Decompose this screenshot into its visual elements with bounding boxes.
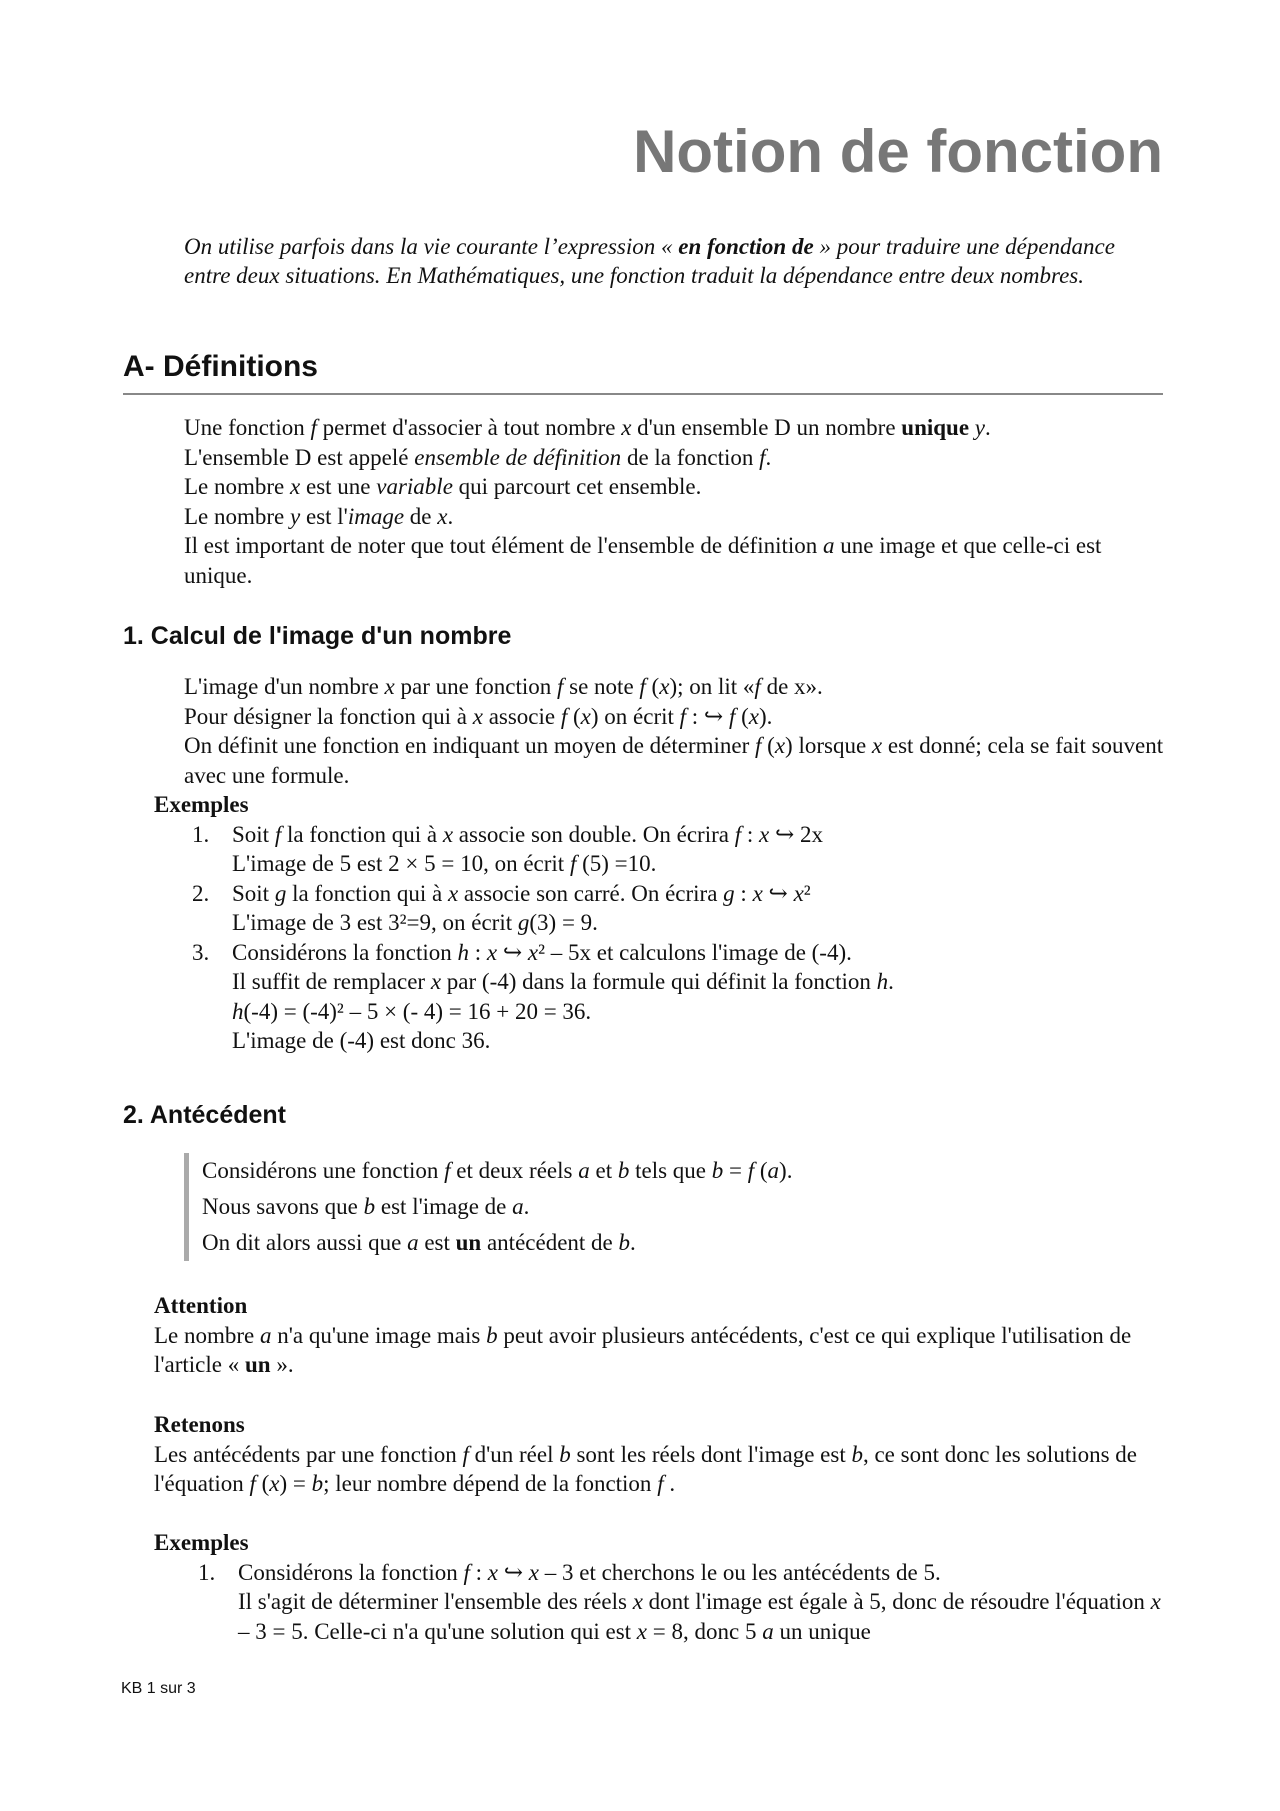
- example-line: Il s'agit de déterminer l'ensemble des réels x dont l'image est égale à 5, donc de résoudre l'équation x – 3 = 5. Celle-ci n'a qu'une solution qui est x = 8, donc 5 a un unique: [238, 1589, 1161, 1644]
- retenons-text: Les antécédents par une fonction f d'un réel b sont les réels dont l'image est b, ce sont donc les solutions de l'équation f (x) = b; leur nombre dépend de la fonction f .: [154, 1441, 1138, 1496]
- examples-label: Exemples: [154, 792, 249, 817]
- example-line: L'image de (-4) est donc 36.: [232, 1028, 491, 1053]
- quote-line: On dit alors aussi que a est un antécédent de b.: [202, 1230, 636, 1255]
- example-line: L'image de 5 est 2 × 5 = 10, on écrit f (5) =10.: [232, 851, 657, 876]
- list-number: 1.: [198, 1559, 216, 1585]
- quote-line: Nous savons que b est l'image de a.: [202, 1194, 530, 1219]
- definitions-block: [184, 413, 1164, 590]
- example-line: L'image de 3 est 3²=9, on écrit g(3) = 9.: [232, 910, 598, 935]
- example-line: Il suffit de remplacer x par (-4) dans la formule qui définit la fonction h.: [232, 969, 894, 994]
- page-title: Notion de fonction: [633, 118, 1163, 185]
- quote-line: Considérons une fonction f et deux réels a et b tels que b = f (a).: [202, 1158, 793, 1183]
- example-line: Considérons la fonction h : x ↪ x² – 5x et calculons l'image de (-4).: [232, 939, 852, 965]
- example-line: Soit g la fonction qui à x associe son carré. On écrira g : x ↪ x²: [232, 880, 811, 906]
- image-calc-block: [184, 672, 1169, 790]
- attention-block: [154, 1291, 1164, 1380]
- example-line: Soit f la fonction qui à x associe son double. On écrira f : x ↪ 2x: [232, 821, 823, 847]
- example-line: h(-4) = (-4)² – 5 × (- 4) = 16 + 20 = 36.: [232, 998, 592, 1024]
- list-number: 1.: [192, 821, 210, 847]
- example-line: Considérons la fonction f : x ↪ x – 3 et cherchons le ou les antécédents de 5.: [238, 1559, 941, 1585]
- definition-line: Une fonction f permet d'associer à tout nombre x d'un ensemble D un nombre unique y.: [184, 415, 991, 440]
- image-line: L'image d'un nombre x par une fonction f se note f (x); on lit «f de x».: [184, 674, 823, 699]
- list-item: [198, 1558, 1164, 1647]
- list-item: [192, 879, 1154, 938]
- attention-label: Attention: [154, 1293, 248, 1318]
- examples-list: [192, 820, 1154, 1056]
- list-number: 2.: [192, 880, 210, 906]
- list-item: [192, 820, 1154, 879]
- examples-list: [198, 1558, 1164, 1647]
- image-line: Pour désigner la fonction qui à x associe f (x) on écrit f : ↪ f (x).: [184, 703, 773, 729]
- list-number: 3.: [192, 939, 210, 965]
- examples-label: Exemples: [154, 1530, 249, 1555]
- attention-text: Le nombre a n'a qu'une image mais b peut avoir plusieurs antécédents, c'est ce qui explique l'utilisation de l'article « un ».: [154, 1322, 1132, 1377]
- definition-line: L'ensemble D est appelé ensemble de définition de la fonction f.: [184, 444, 772, 470]
- definition-line: Le nombre y est l'image de x.: [184, 503, 454, 529]
- section-a-heading: A- Définitions: [123, 350, 1163, 395]
- page-footer: KB 1 sur 3: [121, 1680, 196, 1697]
- section-1-heading: 1. Calcul de l'image d'un nombre: [123, 622, 512, 650]
- intro-paragraph: On utilise parfois dans la vie courante l’expression « en fonction de » pour traduire une dépendance entre deux situations. En Mathématiques, une fonction traduit la dépendance entre deux nombres.: [184, 234, 1115, 288]
- examples-1-block: [154, 790, 1154, 1056]
- definition-line: Le nombre x est une variable qui parcourt cet ensemble.: [184, 474, 702, 499]
- retenons-label: Retenons: [154, 1412, 245, 1437]
- image-line: On définit une fonction en indiquant un moyen de déterminer f (x) lorsque x est donné; cela se fait souvent avec une formule.: [184, 733, 1164, 788]
- retenons-block: [154, 1410, 1164, 1499]
- definition-line: Il est important de noter que tout élément de l'ensemble de définition a une image et que celle-ci est unique.: [184, 533, 1102, 588]
- section-2-heading: 2. Antécédent: [123, 1101, 287, 1129]
- examples-2-block: [154, 1528, 1164, 1646]
- antecedent-quote: [184, 1153, 792, 1261]
- list-item: [192, 938, 1154, 1056]
